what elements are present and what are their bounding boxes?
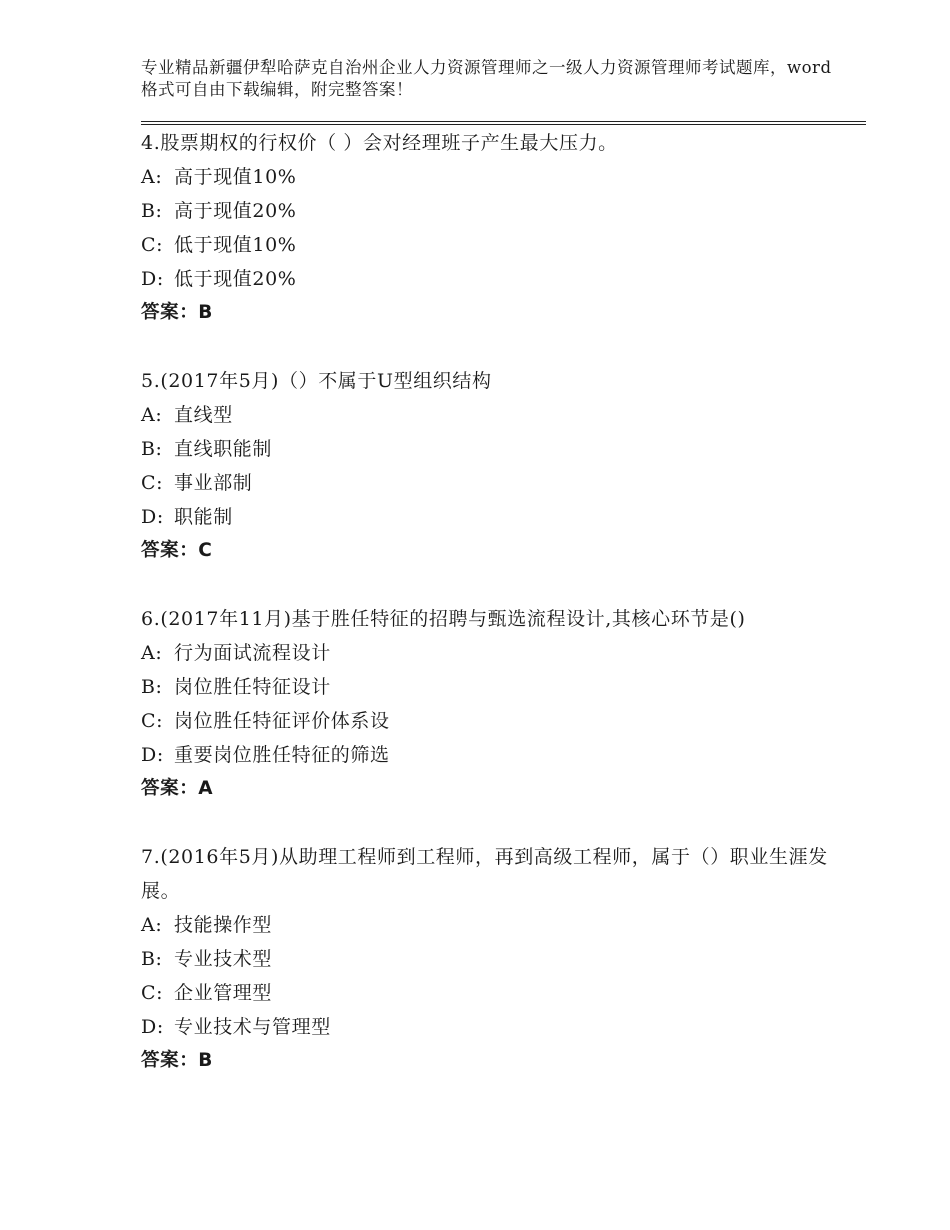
- header-divider-bottom: [141, 124, 866, 125]
- option-letter: C:: [141, 710, 164, 732]
- option-text: 企业管理型: [174, 982, 273, 1004]
- option-letter: D:: [141, 1016, 164, 1038]
- option-d: [141, 1010, 866, 1044]
- option-text: 高于现值20%: [174, 200, 297, 222]
- option-c: [141, 704, 866, 738]
- option-b: [141, 670, 866, 704]
- option-letter: D:: [141, 744, 164, 766]
- option-b: [141, 942, 866, 976]
- option-letter: D:: [141, 268, 164, 290]
- option-text: 专业技术型: [174, 948, 273, 970]
- option-letter: C:: [141, 472, 164, 494]
- option-text: 职能制: [174, 506, 233, 528]
- option-text: 岗位胜任特征设计: [174, 676, 331, 698]
- question-list: [141, 126, 866, 1078]
- option-letter: D:: [141, 506, 164, 528]
- option-a: [141, 636, 866, 670]
- option-d: [141, 738, 866, 772]
- option-text: 低于现值20%: [174, 268, 297, 290]
- option-text: 低于现值10%: [174, 234, 297, 256]
- answer-label: 答案：C: [141, 540, 213, 561]
- question-stem: 6.(2017年11月)基于胜任特征的招聘与甄选流程设计,其核心环节是(): [141, 608, 746, 630]
- question-6: [141, 602, 866, 806]
- option-c: [141, 466, 866, 500]
- option-text: 事业部制: [174, 472, 253, 494]
- option-b: [141, 432, 866, 466]
- question-stem: 5.(2017年5月)（）不属于U型组织结构: [141, 370, 492, 392]
- question-stem: 4.股票期权的行权价（ ）会对经理班子产生最大压力。: [141, 132, 618, 154]
- option-a: [141, 160, 866, 194]
- question-stem: 7.(2016年5月)从助理工程师到工程师，再到高级工程师，属于（）职业生涯发展。: [141, 846, 828, 902]
- option-letter: B:: [141, 200, 163, 222]
- option-text: 岗位胜任特征评价体系设: [174, 710, 390, 732]
- option-letter: A:: [141, 914, 163, 936]
- option-text: 专业技术与管理型: [174, 1016, 331, 1038]
- option-a: [141, 908, 866, 942]
- option-letter: A:: [141, 404, 163, 426]
- option-c: [141, 228, 866, 262]
- option-text: 直线职能制: [174, 438, 273, 460]
- option-d: [141, 500, 866, 534]
- question-7: [141, 840, 866, 1078]
- option-letter: B:: [141, 948, 163, 970]
- document-header: 专业精品新疆伊犁哈萨克自治州企业人力资源管理师之一级人力资源管理师考试题库，word格式可自由下载编辑，附完整答案！: [141, 58, 832, 99]
- option-text: 高于现值10%: [174, 166, 297, 188]
- option-b: [141, 194, 866, 228]
- option-text: 直线型: [174, 404, 233, 426]
- question-5: [141, 364, 866, 568]
- option-text: 行为面试流程设计: [174, 642, 331, 664]
- answer-label: 答案：B: [141, 1050, 214, 1071]
- option-letter: B:: [141, 676, 163, 698]
- option-d: [141, 262, 866, 296]
- option-text: 重要岗位胜任特征的筛选: [174, 744, 390, 766]
- answer-label: 答案：B: [141, 302, 214, 323]
- option-letter: A:: [141, 166, 163, 188]
- option-text: 技能操作型: [174, 914, 273, 936]
- question-4: [141, 126, 866, 330]
- option-a: [141, 398, 866, 432]
- option-c: [141, 976, 866, 1010]
- header-divider-top: [141, 121, 866, 122]
- option-letter: C:: [141, 982, 164, 1004]
- option-letter: A:: [141, 642, 163, 664]
- option-letter: C:: [141, 234, 164, 256]
- option-letter: B:: [141, 438, 163, 460]
- answer-label: 答案：A: [141, 778, 214, 799]
